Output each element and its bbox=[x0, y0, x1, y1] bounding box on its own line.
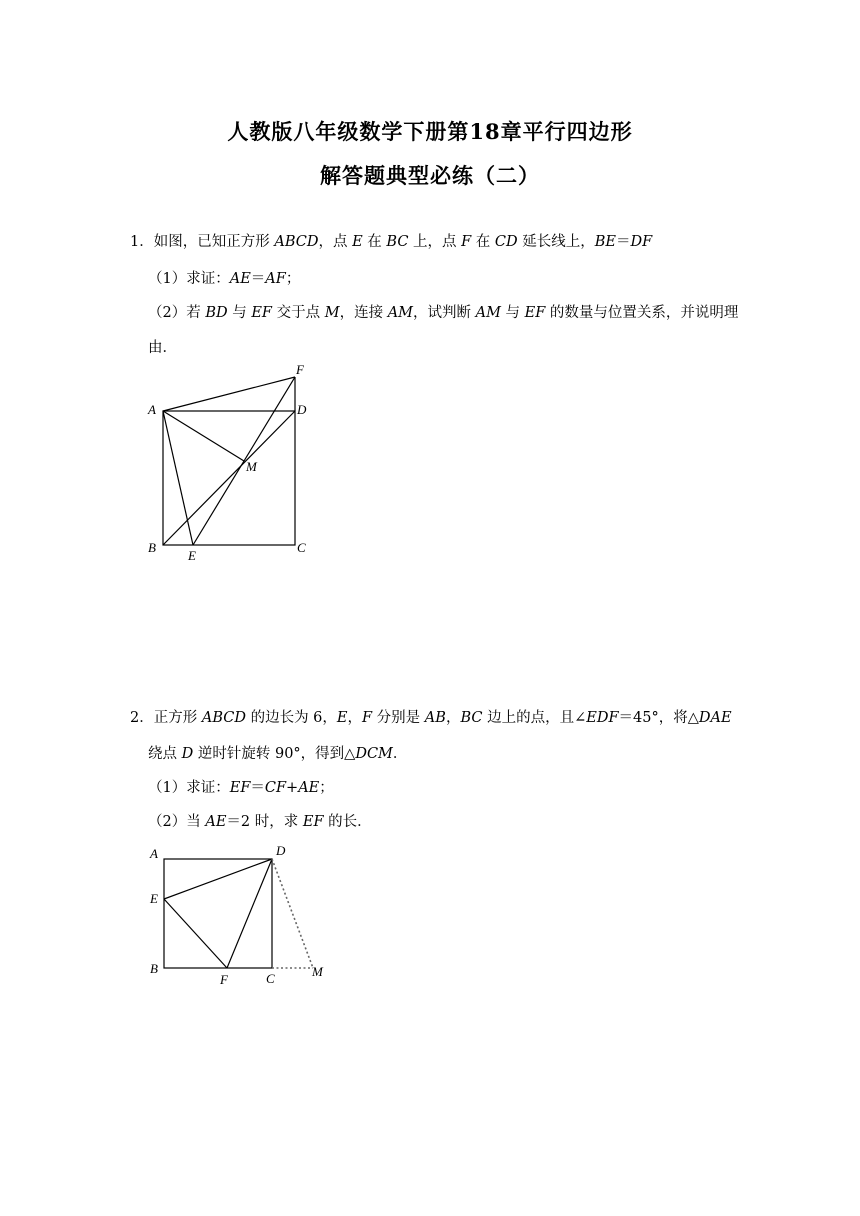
label-c: C bbox=[266, 971, 275, 986]
text-run: 的长． bbox=[323, 814, 372, 830]
text-run: ＝ bbox=[250, 780, 265, 796]
page-title-line2: 解答题典型必练（二） bbox=[320, 163, 540, 188]
text-run: 与 bbox=[500, 305, 525, 321]
segment-af bbox=[163, 377, 295, 411]
math-var: D bbox=[181, 746, 194, 762]
math-var: EF bbox=[302, 814, 324, 830]
problem1-part1 bbox=[148, 269, 300, 289]
math-var: AF bbox=[265, 271, 286, 287]
math-var: ABCD bbox=[201, 710, 246, 726]
math-var: DCM bbox=[355, 746, 393, 762]
text-run: 由． bbox=[148, 340, 177, 356]
text-run: 的数量与位置关系，并说明理 bbox=[545, 305, 739, 321]
text-run: 上，点 bbox=[408, 234, 462, 250]
math-var: BE bbox=[594, 234, 617, 250]
segment-ef bbox=[164, 899, 227, 968]
math-var: EF bbox=[524, 305, 546, 321]
math-var: AE bbox=[298, 780, 320, 796]
label-f: F bbox=[296, 362, 304, 377]
text-run: 边上的点，且∠ bbox=[482, 710, 587, 726]
label-f: F bbox=[220, 972, 228, 987]
text-run: ， bbox=[445, 710, 461, 726]
math-var: M bbox=[324, 305, 340, 321]
text-run: ，点 bbox=[318, 234, 353, 250]
text-run: 分别是 bbox=[372, 710, 425, 726]
math-var: AM bbox=[475, 305, 501, 321]
math-var: E bbox=[352, 234, 363, 250]
label-d: D bbox=[297, 402, 307, 417]
text-run: ； bbox=[285, 271, 301, 287]
text-run: 与 bbox=[227, 305, 252, 321]
text-run: ＝2 时，求 bbox=[226, 814, 303, 830]
text-run: （2）若 bbox=[148, 305, 206, 321]
math-var: BC bbox=[386, 234, 409, 250]
math-var: CD bbox=[494, 234, 518, 250]
text-run: ＝45°，将△ bbox=[618, 710, 699, 726]
problem2-figure bbox=[140, 835, 340, 995]
math-var: F bbox=[362, 710, 373, 726]
math-var: DF bbox=[630, 234, 653, 250]
segment-ae bbox=[163, 411, 193, 545]
text-run: （1）求证： bbox=[148, 271, 230, 287]
text-run: ＝ bbox=[250, 271, 266, 287]
text-run: + bbox=[286, 780, 299, 796]
math-var: F bbox=[461, 234, 472, 250]
label-b: B bbox=[148, 540, 156, 555]
text-run: ＝ bbox=[616, 234, 631, 250]
problem1-part2-line2 bbox=[148, 338, 177, 358]
math-var: AB bbox=[424, 710, 446, 726]
label-m: M bbox=[312, 964, 323, 979]
segment-bd bbox=[163, 411, 295, 545]
math-var: AE bbox=[229, 271, 251, 287]
text-run: 延长线上， bbox=[517, 234, 595, 250]
square-abcd bbox=[164, 859, 272, 968]
label-a: A bbox=[148, 402, 156, 417]
problem2-stem-line2 bbox=[148, 744, 407, 764]
problem2-rotated-lines bbox=[272, 859, 313, 968]
label-e: E bbox=[150, 891, 158, 906]
text-run: 正方形 bbox=[153, 710, 202, 726]
segment-dm bbox=[272, 859, 313, 968]
text-run: 在 bbox=[362, 234, 387, 250]
problem2-part2 bbox=[148, 812, 372, 832]
label-a: A bbox=[150, 846, 158, 861]
text-run: （2）当 bbox=[148, 814, 206, 830]
label-d: D bbox=[276, 843, 286, 858]
math-var: EF bbox=[229, 780, 251, 796]
text-run: 如图，已知正方形 bbox=[153, 234, 275, 250]
text-run: ，试判断 bbox=[413, 305, 476, 321]
math-var: ABCD bbox=[274, 234, 319, 250]
text-run: 逆时针旋转 90°，得到△ bbox=[193, 746, 356, 762]
problem1-figure-lines bbox=[163, 377, 295, 545]
text-run: 交于点 bbox=[272, 305, 325, 321]
page-title-line1: 人教版八年级数学下册第18章平行四边形 bbox=[227, 119, 633, 144]
text-run: ，连接 bbox=[339, 305, 388, 321]
problem1-figure bbox=[140, 360, 350, 565]
problem1-number: 1． bbox=[130, 234, 154, 250]
segment-am bbox=[163, 411, 244, 461]
text-run: （1）求证： bbox=[148, 780, 230, 796]
math-var: E bbox=[336, 710, 348, 726]
math-var: AM bbox=[387, 305, 414, 321]
text-run: ； bbox=[319, 780, 334, 796]
problem2-figure-lines bbox=[164, 859, 272, 968]
math-var: BD bbox=[205, 305, 228, 321]
problem2-stem-text bbox=[154, 710, 732, 726]
math-var: BC bbox=[460, 710, 483, 726]
label-m: M bbox=[246, 459, 257, 474]
segment-df bbox=[227, 859, 272, 968]
text-run: ， bbox=[347, 710, 363, 726]
math-var: AE bbox=[205, 814, 227, 830]
math-var: CF bbox=[264, 780, 287, 796]
text-run: ． bbox=[392, 746, 408, 762]
problem1-stem bbox=[130, 232, 652, 252]
problem1-part2-line1 bbox=[148, 303, 738, 323]
problem2-stem-line1 bbox=[130, 708, 732, 728]
segment-de bbox=[164, 859, 272, 899]
problem2-part1 bbox=[148, 778, 334, 798]
math-var: DAE bbox=[698, 710, 732, 726]
label-b: B bbox=[150, 961, 158, 976]
problem1-stem-text bbox=[154, 234, 652, 250]
math-var: EDF bbox=[586, 710, 619, 726]
text-run: 在 bbox=[471, 234, 495, 250]
problem2-number: 2． bbox=[130, 710, 154, 726]
label-c: C bbox=[297, 540, 306, 555]
text-run: 的边长为 6， bbox=[245, 710, 337, 726]
math-var: EF bbox=[251, 305, 272, 321]
label-e: E bbox=[188, 548, 196, 563]
text-run: 绕点 bbox=[148, 746, 182, 762]
